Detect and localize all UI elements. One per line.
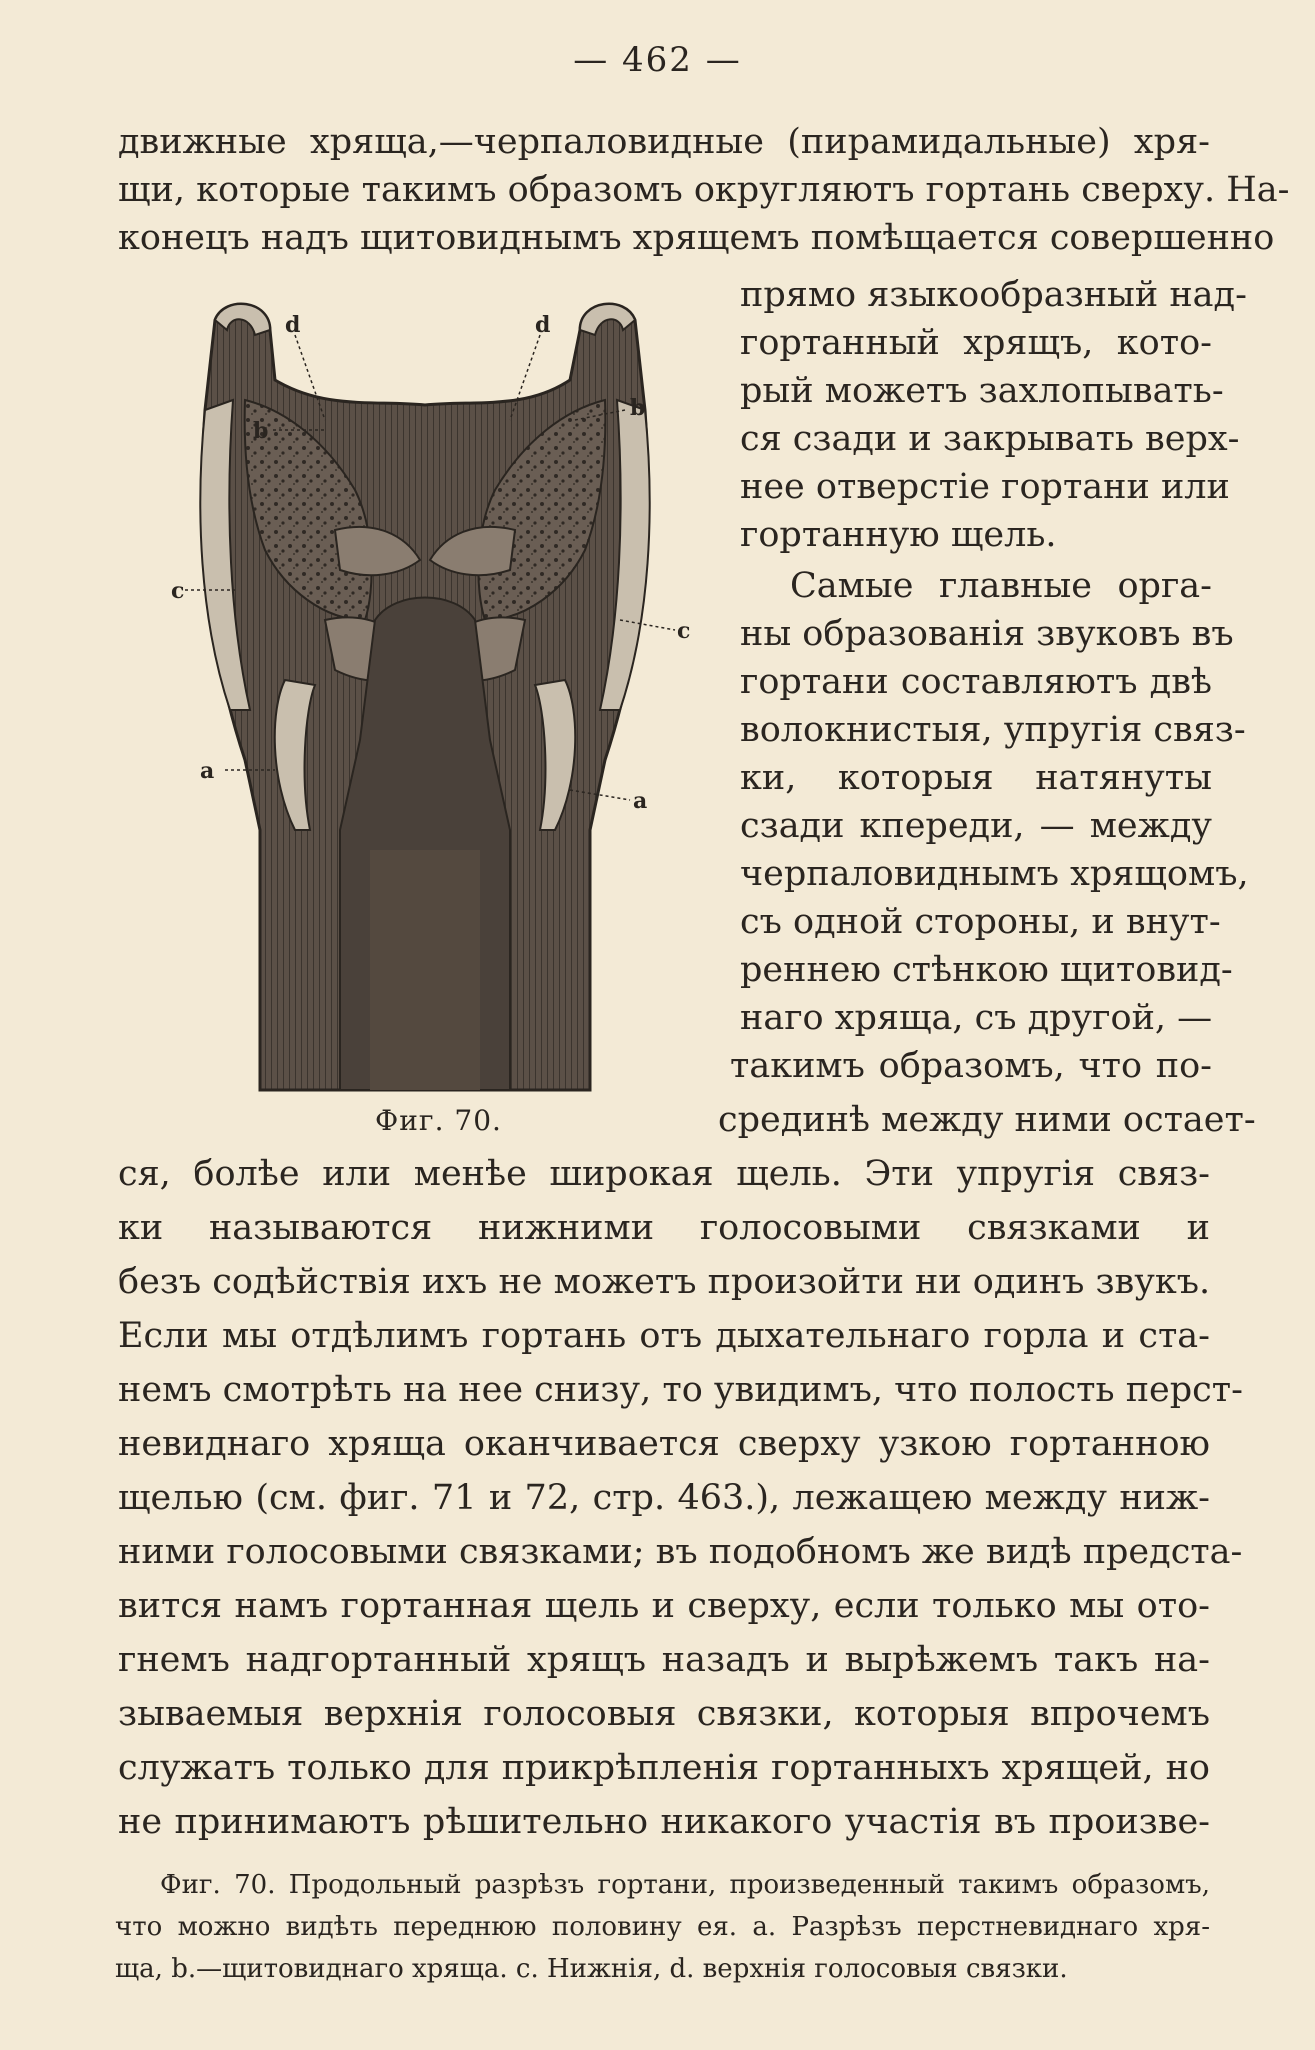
body-line: ки называются нижними голосовыми связками и [118, 1208, 1210, 1248]
body-line: Если мы отдѣлимъ гортань отъ дыхательнаго горла и ста- [118, 1316, 1210, 1356]
body-line: нее отверстіе гортани или [740, 467, 1230, 507]
body-line: невиднаго хряща оканчивается сверху узкою гортанною [118, 1424, 1210, 1464]
body-line: волокнистыя, упругія связ- [740, 710, 1246, 750]
body-line: съ одной стороны, и внут- [740, 902, 1221, 942]
body-line: вится намъ гортанная щель и сверху, если только мы ото- [118, 1586, 1210, 1626]
larynx-figure [171, 290, 695, 1105]
body-line: ки, которыя натянуты [740, 758, 1212, 798]
body-line: черпаловиднымъ хрящомъ, [740, 854, 1249, 894]
figure-caption-line: Фиг. 70. Продольный разрѣзъ гортани, произведенный такимъ образомъ, [160, 1870, 1210, 1900]
body-line: щи, которые такимъ образомъ округляютъ гортань сверху. На- [118, 170, 1290, 210]
label-d-right: d [535, 312, 551, 338]
body-line: ся сзади и закрывать верх- [740, 419, 1240, 459]
body-line: такимъ образомъ, что по- [730, 1046, 1212, 1086]
label-b-right: b [630, 395, 646, 421]
larynx-section-illustration [171, 290, 695, 1105]
figure-caption-line: ща, b.—щитовиднаго хряща. c. Нижнія, d. верхнія голосовыя связки. [115, 1954, 1068, 1984]
body-line: не принимаютъ рѣшительно никакого участія въ произве- [118, 1802, 1210, 1842]
body-line: ними голосовыми связками; въ подобномъ же видѣ предста- [118, 1532, 1243, 1572]
label-d-left: d [285, 312, 301, 338]
body-line: гортанную щель. [740, 515, 1057, 555]
body-line: щелью (см. фиг. 71 и 72, стр. 463.), лежащею между ниж- [118, 1478, 1210, 1518]
body-line: рый можетъ захлопывать- [740, 371, 1224, 411]
body-line: движные хряща,—черпаловидные (пирамидальные) хря- [118, 122, 1210, 162]
label-a-left: a [200, 758, 215, 784]
body-line: реннею стѣнкою щитовид- [740, 950, 1233, 990]
label-c-left: c [171, 578, 185, 604]
body-line: прямо языкообразный над- [740, 275, 1247, 315]
body-line: гортанный хрящъ, кото- [740, 323, 1212, 363]
body-line: наго хряща, съ другой, — [740, 998, 1213, 1038]
body-line: ся, болѣе или менѣе широкая щель. Эти упругія связ- [118, 1154, 1210, 1194]
body-line: гнемъ надгортанный хрящъ назадъ и вырѣжемъ такъ на- [118, 1640, 1210, 1680]
body-line: Самые главные орга- [790, 566, 1212, 606]
figure-label: Фиг. 70. [375, 1104, 502, 1137]
body-line: немъ смотрѣть на нее снизу, то увидимъ, что полость перст- [118, 1370, 1243, 1410]
body-line: ны образованія звуковъ въ [740, 614, 1234, 654]
label-c-right: c [677, 618, 691, 644]
page-number: — 462 — [573, 40, 742, 80]
body-line: сзади кпереди, — между [740, 806, 1212, 846]
label-a-right: a [633, 788, 648, 814]
body-line: гортани составляютъ двѣ [740, 662, 1212, 702]
body-line: безъ содѣйствія ихъ не можетъ произойти ни одинъ звукъ. [118, 1262, 1211, 1302]
body-line: зываемыя верхнія голосовыя связки, которыя впрочемъ [118, 1694, 1210, 1734]
figure-caption-line: что можно видѣть переднюю половину ея. a. Разрѣзъ перстневиднаго хря- [115, 1912, 1210, 1942]
body-line: служатъ только для прикрѣпленія гортанныхъ хрящей, но [118, 1748, 1210, 1788]
body-line: конецъ надъ щитовиднымъ хрящемъ помѣщается совершенно [118, 218, 1275, 258]
body-line: срединѣ между ними остает- [718, 1100, 1256, 1140]
label-b-left: b [253, 418, 269, 444]
